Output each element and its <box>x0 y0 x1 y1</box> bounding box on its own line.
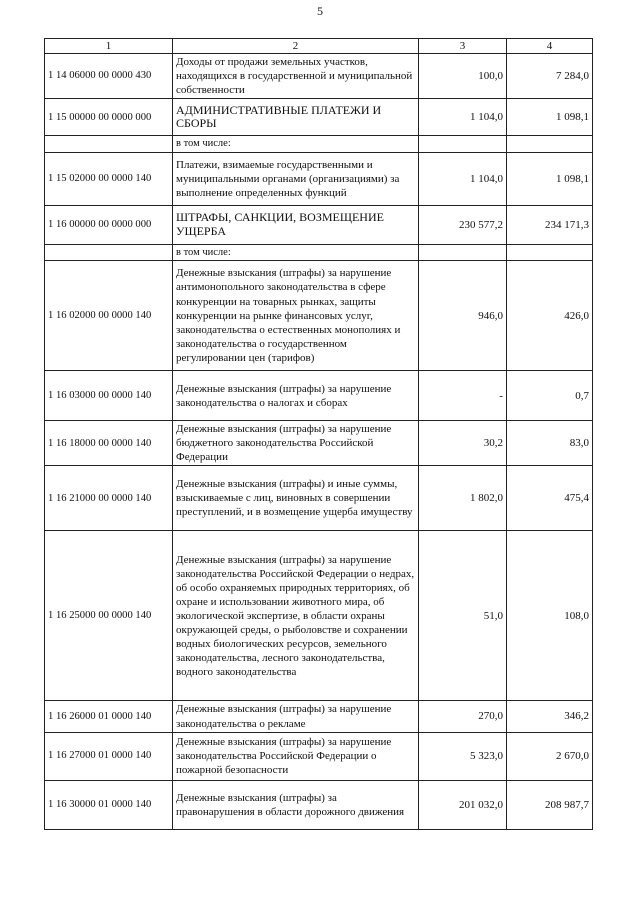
budget-code-cell <box>45 244 173 260</box>
description-cell: в том числе: <box>173 136 419 152</box>
amount-cell-col3: 230 577,2 <box>419 205 507 244</box>
amount-cell-col4 <box>507 244 593 260</box>
amount-cell-col3: 201 032,0 <box>419 780 507 829</box>
table-row <box>45 205 593 244</box>
table-row <box>45 244 593 260</box>
description-cell: Денежные взыскания (штрафы) за правонарушения в области дорожного движения <box>173 780 419 829</box>
amount-cell-col3: 30,2 <box>419 421 507 466</box>
table-row <box>45 732 593 780</box>
table-row <box>45 54 593 99</box>
amount-cell-col4 <box>507 136 593 152</box>
amount-cell-col3: 5 323,0 <box>419 732 507 780</box>
amount-cell-col4: 346,2 <box>507 701 593 732</box>
table-row <box>45 152 593 205</box>
budget-table <box>44 38 593 830</box>
amount-cell-col3: 51,0 <box>419 531 507 701</box>
budget-code-cell: 1 16 25000 00 0000 140 <box>45 531 173 701</box>
page-number: 5 <box>317 4 323 18</box>
amount-cell-col3: 1 802,0 <box>419 466 507 531</box>
description-cell: Денежные взыскания (штрафы) за нарушение законодательства о налогах и сборах <box>173 371 419 421</box>
budget-code-cell: 1 15 02000 00 0000 140 <box>45 152 173 205</box>
table-header-row <box>45 39 593 54</box>
description-cell: Доходы от продажи земельных участков, находящихся в государственной и муниципальной собственности <box>173 54 419 99</box>
table-row <box>45 421 593 466</box>
amount-cell-col4: 108,0 <box>507 531 593 701</box>
amount-cell-col4: 1 098,1 <box>507 152 593 205</box>
amount-cell-col4: 83,0 <box>507 421 593 466</box>
amount-cell-col4: 1 098,1 <box>507 99 593 136</box>
table-row <box>45 371 593 421</box>
amount-cell-col3: - <box>419 371 507 421</box>
budget-code-cell: 1 16 27000 01 0000 140 <box>45 732 173 780</box>
column-header-1: 1 <box>45 39 173 54</box>
description-cell: Денежные взыскания (штрафы) за нарушение законодательства Российской Федерации о недрах, об особо охраняемых природных территориях, об охране и использовании животного мира, об экологической экспертизе, в области охраны окружающей среды, о рыболовстве и сохранении водных биологических ресурсов, земельного законодательства, лесного законодательства, водного законодательства <box>173 531 419 701</box>
table-row <box>45 466 593 531</box>
description-cell: в том числе: <box>173 244 419 260</box>
table-row <box>45 531 593 701</box>
amount-cell-col3: 270,0 <box>419 701 507 732</box>
description-cell: Денежные взыскания (штрафы) за нарушение антимонопольного законодательства в сфере конкуренции на товарных рынках, защиты конкуренции на рынке финансовых услуг, законодательства о естественных монополиях и законодательства о государственном регулировании цен (тарифов) <box>173 261 419 371</box>
amount-cell-col3: 946,0 <box>419 261 507 371</box>
column-header-3: 3 <box>419 39 507 54</box>
amount-cell-col4: 234 171,3 <box>507 205 593 244</box>
amount-cell-col3: 1 104,0 <box>419 99 507 136</box>
amount-cell-col4: 475,4 <box>507 466 593 531</box>
amount-cell-col3: 100,0 <box>419 54 507 99</box>
table-row <box>45 701 593 732</box>
table-row <box>45 261 593 371</box>
amount-cell-col4: 2 670,0 <box>507 732 593 780</box>
budget-code-cell: 1 15 00000 00 0000 000 <box>45 99 173 136</box>
amount-cell-col3 <box>419 136 507 152</box>
column-header-2: 2 <box>173 39 419 54</box>
table-row <box>45 780 593 829</box>
description-cell: Денежные взыскания (штрафы) за нарушение бюджетного законодательства Российской Федерации <box>173 421 419 466</box>
budget-code-cell: 1 14 06000 00 0000 430 <box>45 54 173 99</box>
description-cell: Денежные взыскания (штрафы) за нарушение законодательства о рекламе <box>173 701 419 732</box>
budget-code-cell: 1 16 21000 00 0000 140 <box>45 466 173 531</box>
amount-cell-col3 <box>419 244 507 260</box>
description-cell: Денежные взыскания (штрафы) и иные суммы, взыскиваемые с лиц, виновных в совершении преступлений, и в возмещение ущерба имуществу <box>173 466 419 531</box>
amount-cell-col4: 7 284,0 <box>507 54 593 99</box>
amount-cell-col4: 0,7 <box>507 371 593 421</box>
budget-code-cell: 1 16 02000 00 0000 140 <box>45 261 173 371</box>
budget-code-cell: 1 16 03000 00 0000 140 <box>45 371 173 421</box>
table-body <box>45 54 593 830</box>
amount-cell-col4: 426,0 <box>507 261 593 371</box>
budget-code-cell: 1 16 26000 01 0000 140 <box>45 701 173 732</box>
table-row <box>45 99 593 136</box>
budget-code-cell: 1 16 30000 01 0000 140 <box>45 780 173 829</box>
amount-cell-col3: 1 104,0 <box>419 152 507 205</box>
description-cell: Денежные взыскания (штрафы) за нарушение законодательства Российской Федерации о пожарной безопасности <box>173 732 419 780</box>
description-cell: Платежи, взимаемые государственными и муниципальными органами (организациями) за выполнение определенных функций <box>173 152 419 205</box>
column-header-4: 4 <box>507 39 593 54</box>
budget-code-cell: 1 16 18000 00 0000 140 <box>45 421 173 466</box>
description-cell: ШТРАФЫ, САНКЦИИ, ВОЗМЕЩЕНИЕ УЩЕРБА <box>173 205 419 244</box>
budget-code-cell <box>45 136 173 152</box>
table-row <box>45 136 593 152</box>
description-cell: АДМИНИСТРАТИВНЫЕ ПЛАТЕЖИ И СБОРЫ <box>173 99 419 136</box>
amount-cell-col4: 208 987,7 <box>507 780 593 829</box>
budget-code-cell: 1 16 00000 00 0000 000 <box>45 205 173 244</box>
